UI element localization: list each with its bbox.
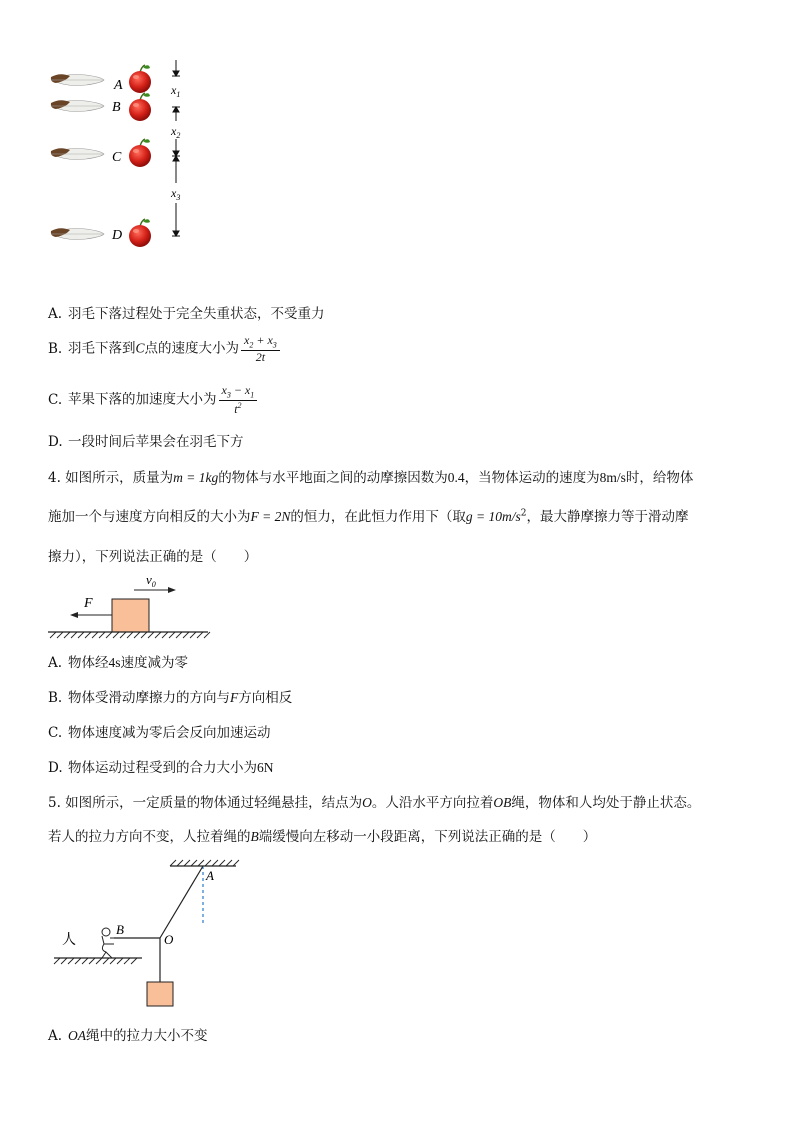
- feather-a: [51, 74, 104, 85]
- row-d: [51, 219, 151, 247]
- row-c: [51, 139, 151, 167]
- option-3a: A. 羽毛下落过程处于完全失重状态，不受重力: [48, 306, 325, 322]
- label-x1: $x_1$: [171, 83, 181, 99]
- label-b: B: [112, 100, 121, 115]
- velocity-label: $v_0$: [146, 572, 156, 589]
- fraction-3b: $\frac{x_2 + x_3}{2t}$: [241, 334, 280, 364]
- apple-d: [129, 219, 151, 247]
- label-x3: $x_3$: [171, 186, 181, 202]
- question-4-line1: 4. 如图所示，质量为m = 1kg的物体与水平地面之间的动摩擦因数为0.4，当物体运动的速度为8m/s时，给物体: [48, 470, 694, 486]
- label-d: D: [112, 228, 123, 243]
- label-c: C: [112, 150, 122, 165]
- option-3b: B. 羽毛下落到C点的速度大小为 $\frac{x_2 + x_3}{2t}$: [48, 334, 282, 364]
- rope-oa: [160, 866, 203, 938]
- free-fall-figure: [40, 55, 200, 250]
- apple-b: [129, 93, 151, 121]
- option-3d: D. 一段时间后苹果会在羽毛下方: [48, 434, 244, 450]
- option-5a: A. OA绳中的拉力大小不变: [48, 1028, 208, 1044]
- label-x2: $x_2$: [171, 124, 181, 140]
- force-label: F: [84, 596, 93, 611]
- apple-c: [129, 139, 151, 167]
- feather-b: [51, 100, 104, 111]
- feather-c: [51, 148, 104, 159]
- label-a-point: A: [206, 868, 214, 883]
- person-figure: [102, 928, 114, 958]
- floor-hatching: [54, 958, 137, 964]
- hanging-block: [147, 982, 173, 1006]
- force-arrow: [70, 612, 112, 618]
- option-4c: C. 物体速度减为零后会反向加速运动: [48, 725, 271, 741]
- row-a: [51, 65, 151, 93]
- question-4-line3: 擦力），下列说法正确的是（ ）: [48, 549, 258, 565]
- suspension-figure: [48, 852, 248, 1010]
- label-o-point: O: [164, 932, 174, 947]
- label-b-point: B: [116, 922, 124, 937]
- label-a: A: [114, 78, 123, 93]
- option-4b: B. 物体受滑动摩擦力的方向与F方向相反: [48, 690, 293, 706]
- block: [112, 599, 149, 632]
- block-force-figure: [46, 570, 212, 642]
- option-4a: A. 物体经4s速度减为零: [48, 655, 189, 671]
- row-b: [51, 93, 151, 121]
- fraction-3c: $\frac{x_3 - x_1}{t^2}$: [219, 384, 258, 416]
- question-5-line2: 若人的拉力方向不变，人拉着绳的B端缓慢向左移动一小段距离，下列说法正确的是（ ）: [48, 829, 597, 845]
- person-label: 人: [62, 932, 76, 948]
- question-4-line2: 施加一个与速度方向相反的大小为F = 2N的恒力，在此恒力作用下（取$g = 10m/s^2$，最大静摩擦力等于滑动摩: [48, 508, 689, 525]
- question-5-line1: 5. 如图所示，一定质量的物体通过轻绳悬挂，结点为O。人沿水平方向拉着OB绳，物体和人均处于静止状态。: [48, 795, 701, 811]
- feather-d: [51, 228, 104, 239]
- ground-hatching: [50, 632, 210, 638]
- apple-a: [129, 65, 151, 93]
- option-4d: D. 物体运动过程受到的合力大小为6N: [48, 760, 274, 776]
- ceiling-hatching: [170, 860, 239, 866]
- option-3c: C. 苹果下落的加速度大小为 $\frac{x_3 - x_1}{t^2}$: [48, 384, 259, 416]
